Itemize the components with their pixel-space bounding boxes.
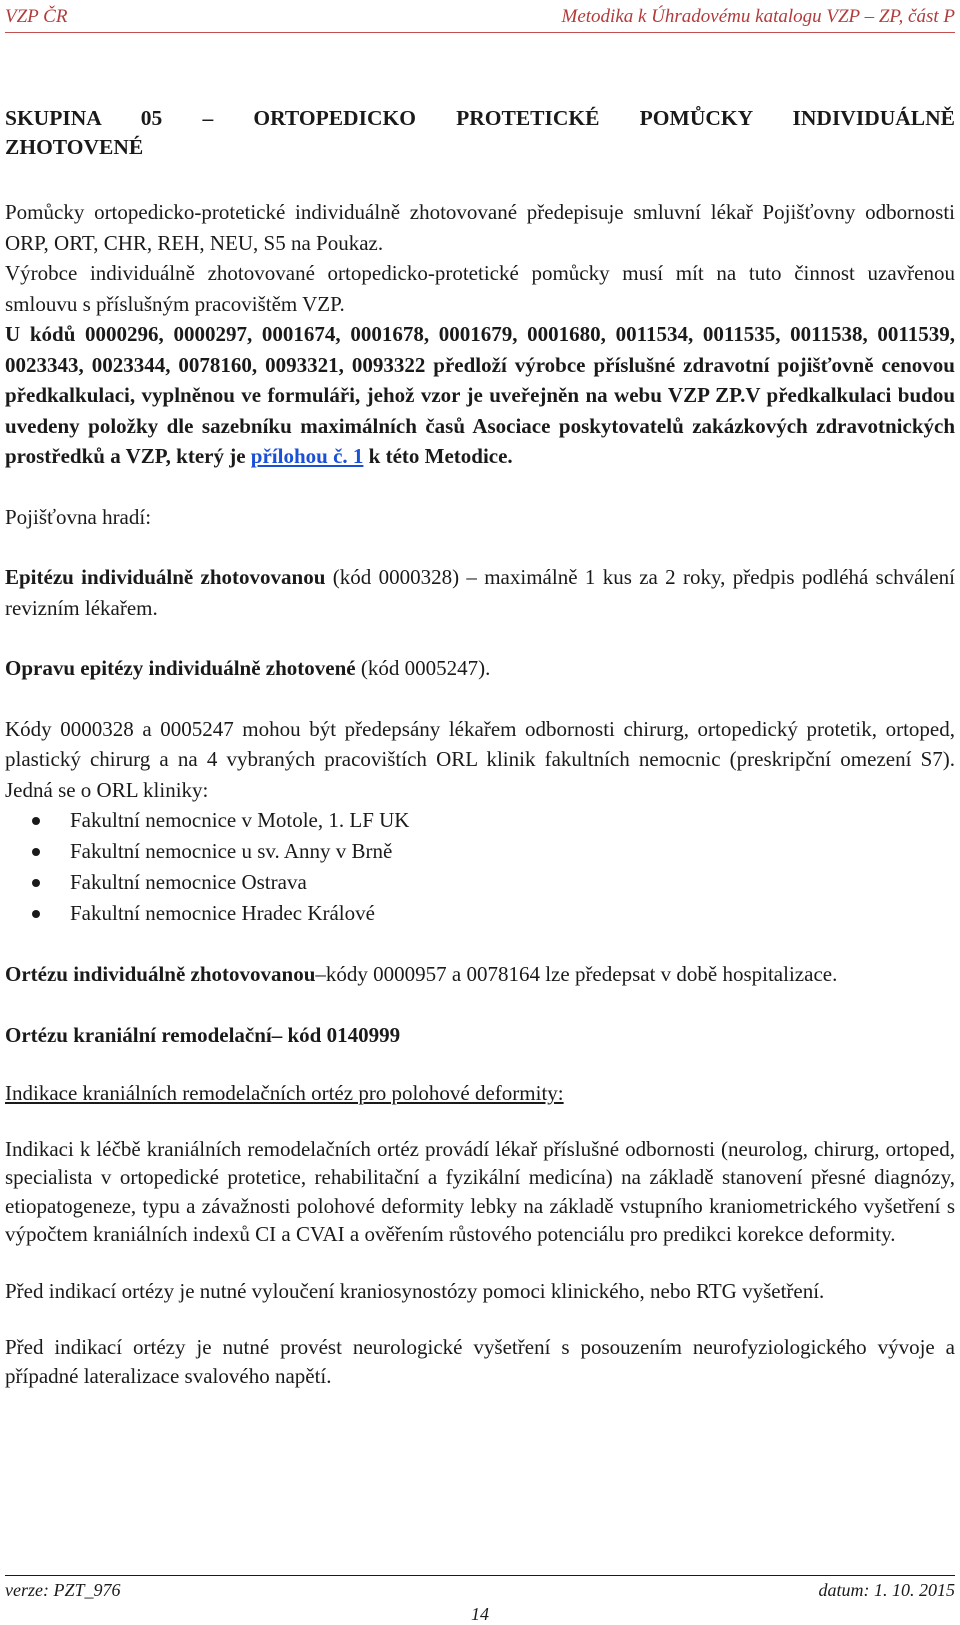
list-item: Fakultní nemocnice Ostrava — [5, 867, 955, 898]
indikace-heading: Indikace kraniálních remodelačních ortéz pro polohové deformity: — [5, 1081, 564, 1105]
pays-label: Pojišťovna hradí: — [5, 504, 152, 529]
epiteza-paragraph: Epitézu individuálně zhotovovanou (kód 0000328) – maximálně 1 kus za 2 roky, předpis podléhá schválení revizním lékařem. — [5, 565, 955, 620]
list-item: Fakultní nemocnice v Motole, 1. LF UK — [5, 805, 955, 836]
list-item: Fakultní nemocnice Hradec Králové — [5, 898, 955, 929]
header-rule — [5, 32, 955, 33]
header-left: VZP ČR — [5, 6, 68, 27]
orteza-paragraph: Ortézu individuálně zhotovovanou–kódy 0000957 a 0078164 lze předepsat v době hospitalizace. — [5, 962, 838, 986]
kranialni-heading: Ortézu kraniální remodelační– kód 0140999 — [5, 1022, 401, 1047]
bullet-icon — [32, 848, 40, 856]
page-header — [5, 4, 955, 30]
bullet-icon — [32, 910, 40, 918]
page-footer — [5, 1580, 955, 1601]
footer-rule — [5, 1575, 955, 1576]
oprava-paragraph: Opravu epitézy individuálně zhotovené (kód 0005247). — [5, 656, 491, 680]
bullet-icon — [32, 817, 40, 825]
clinic-list — [5, 805, 955, 929]
indikace-paragraph: Indikaci k léčbě kraniálních remodelačních ortéz provádí lékař příslušné odbornosti (neurolog, chirurg, ortoped, specialista v ortopedické protetice, rehabilitační a fyzikální medicína) na základě stanovení přesné diagnózy, etiopatogeneze, typu a závažnosti polohové deformity lebky na základě vstupního kraniometrického vyšetření s výpočtem kraniálních indexů CI a CVAI a ověřením růstového potenciálu pro predikci korekce deformity. — [5, 1136, 955, 1246]
list-item: Fakultní nemocnice u sv. Anny v Brně — [5, 836, 955, 867]
intro-paragraph-1: Pomůcky ortopedicko-protetické individuálně zhotovované předepisuje smluvní lékař Pojišťovny odbornosti ORP, ORT, CHR, REH, NEU, S5 na Poukaz. — [5, 200, 955, 255]
section-title: SKUPINA 05 – ORTOPEDICKO PROTETICKÉ POMŮCKY INDIVIDUÁLNĚ ZHOTOVENÉ — [5, 106, 955, 159]
pred-paragraph-2: Před indikací ortézy je nutné provést neurologické vyšetření s posouzením neurofyziologického vývoje a případné lateralizace svalového napětí. — [5, 1335, 955, 1388]
header-right: Metodika k Úhradovému katalogu VZP – ZP, část P — [561, 6, 955, 27]
intro-paragraph-3: U kódů 0000296, 0000297, 0001674, 0001678, 0001679, 0001680, 0011534, 0011535, 0011538, 0011539, 0023343, 0023344, 0078160, 0093321, 0093322 předloží výrobce příslušné zdravotní pojišťovně cenovou předkalkulaci, vyplněnou ve formuláři, jehož vzor je uveřejněn na webu VZP ZP.V předkalkulaci budou uvedeny položky dle sazebníku maximálních časů Asociace poskytovatelů zakázkových zdravotnických prostředků a VZP, který je přílohou č. 1 k této Metodice. — [5, 322, 955, 468]
bullet-icon — [32, 879, 40, 887]
pred-paragraph-1: Před indikací ortézy je nutné vyloučení kraniosynostózy pomoci klinického, nebo RTG vyšetření. — [5, 1278, 825, 1303]
footer-date: datum: 1. 10. 2015 — [818, 1580, 955, 1600]
appendix-link[interactable]: přílohou č. 1 — [250, 444, 364, 468]
footer-version: verze: PZT_976 — [5, 1580, 121, 1600]
intro-paragraph-2: Výrobce individuálně zhotovované ortopedicko-protetické pomůcky musí mít na tuto činnost uzavřenou smlouvu s příslušným pracovištěm VZP. — [5, 261, 955, 316]
document-body — [5, 104, 955, 1390]
page-number: 14 — [471, 1604, 489, 1624]
kody-paragraph: Kódy 0000328 a 0005247 mohou být předepsány lékařem odbornosti chirurg, ortopedický protetik, ortoped, plastický chirurg a na 4 vybraných pracovištích ORL klinik fakultních nemocnic (preskripční omezení S7). Jedná se o ORL kliniky: — [5, 716, 955, 802]
